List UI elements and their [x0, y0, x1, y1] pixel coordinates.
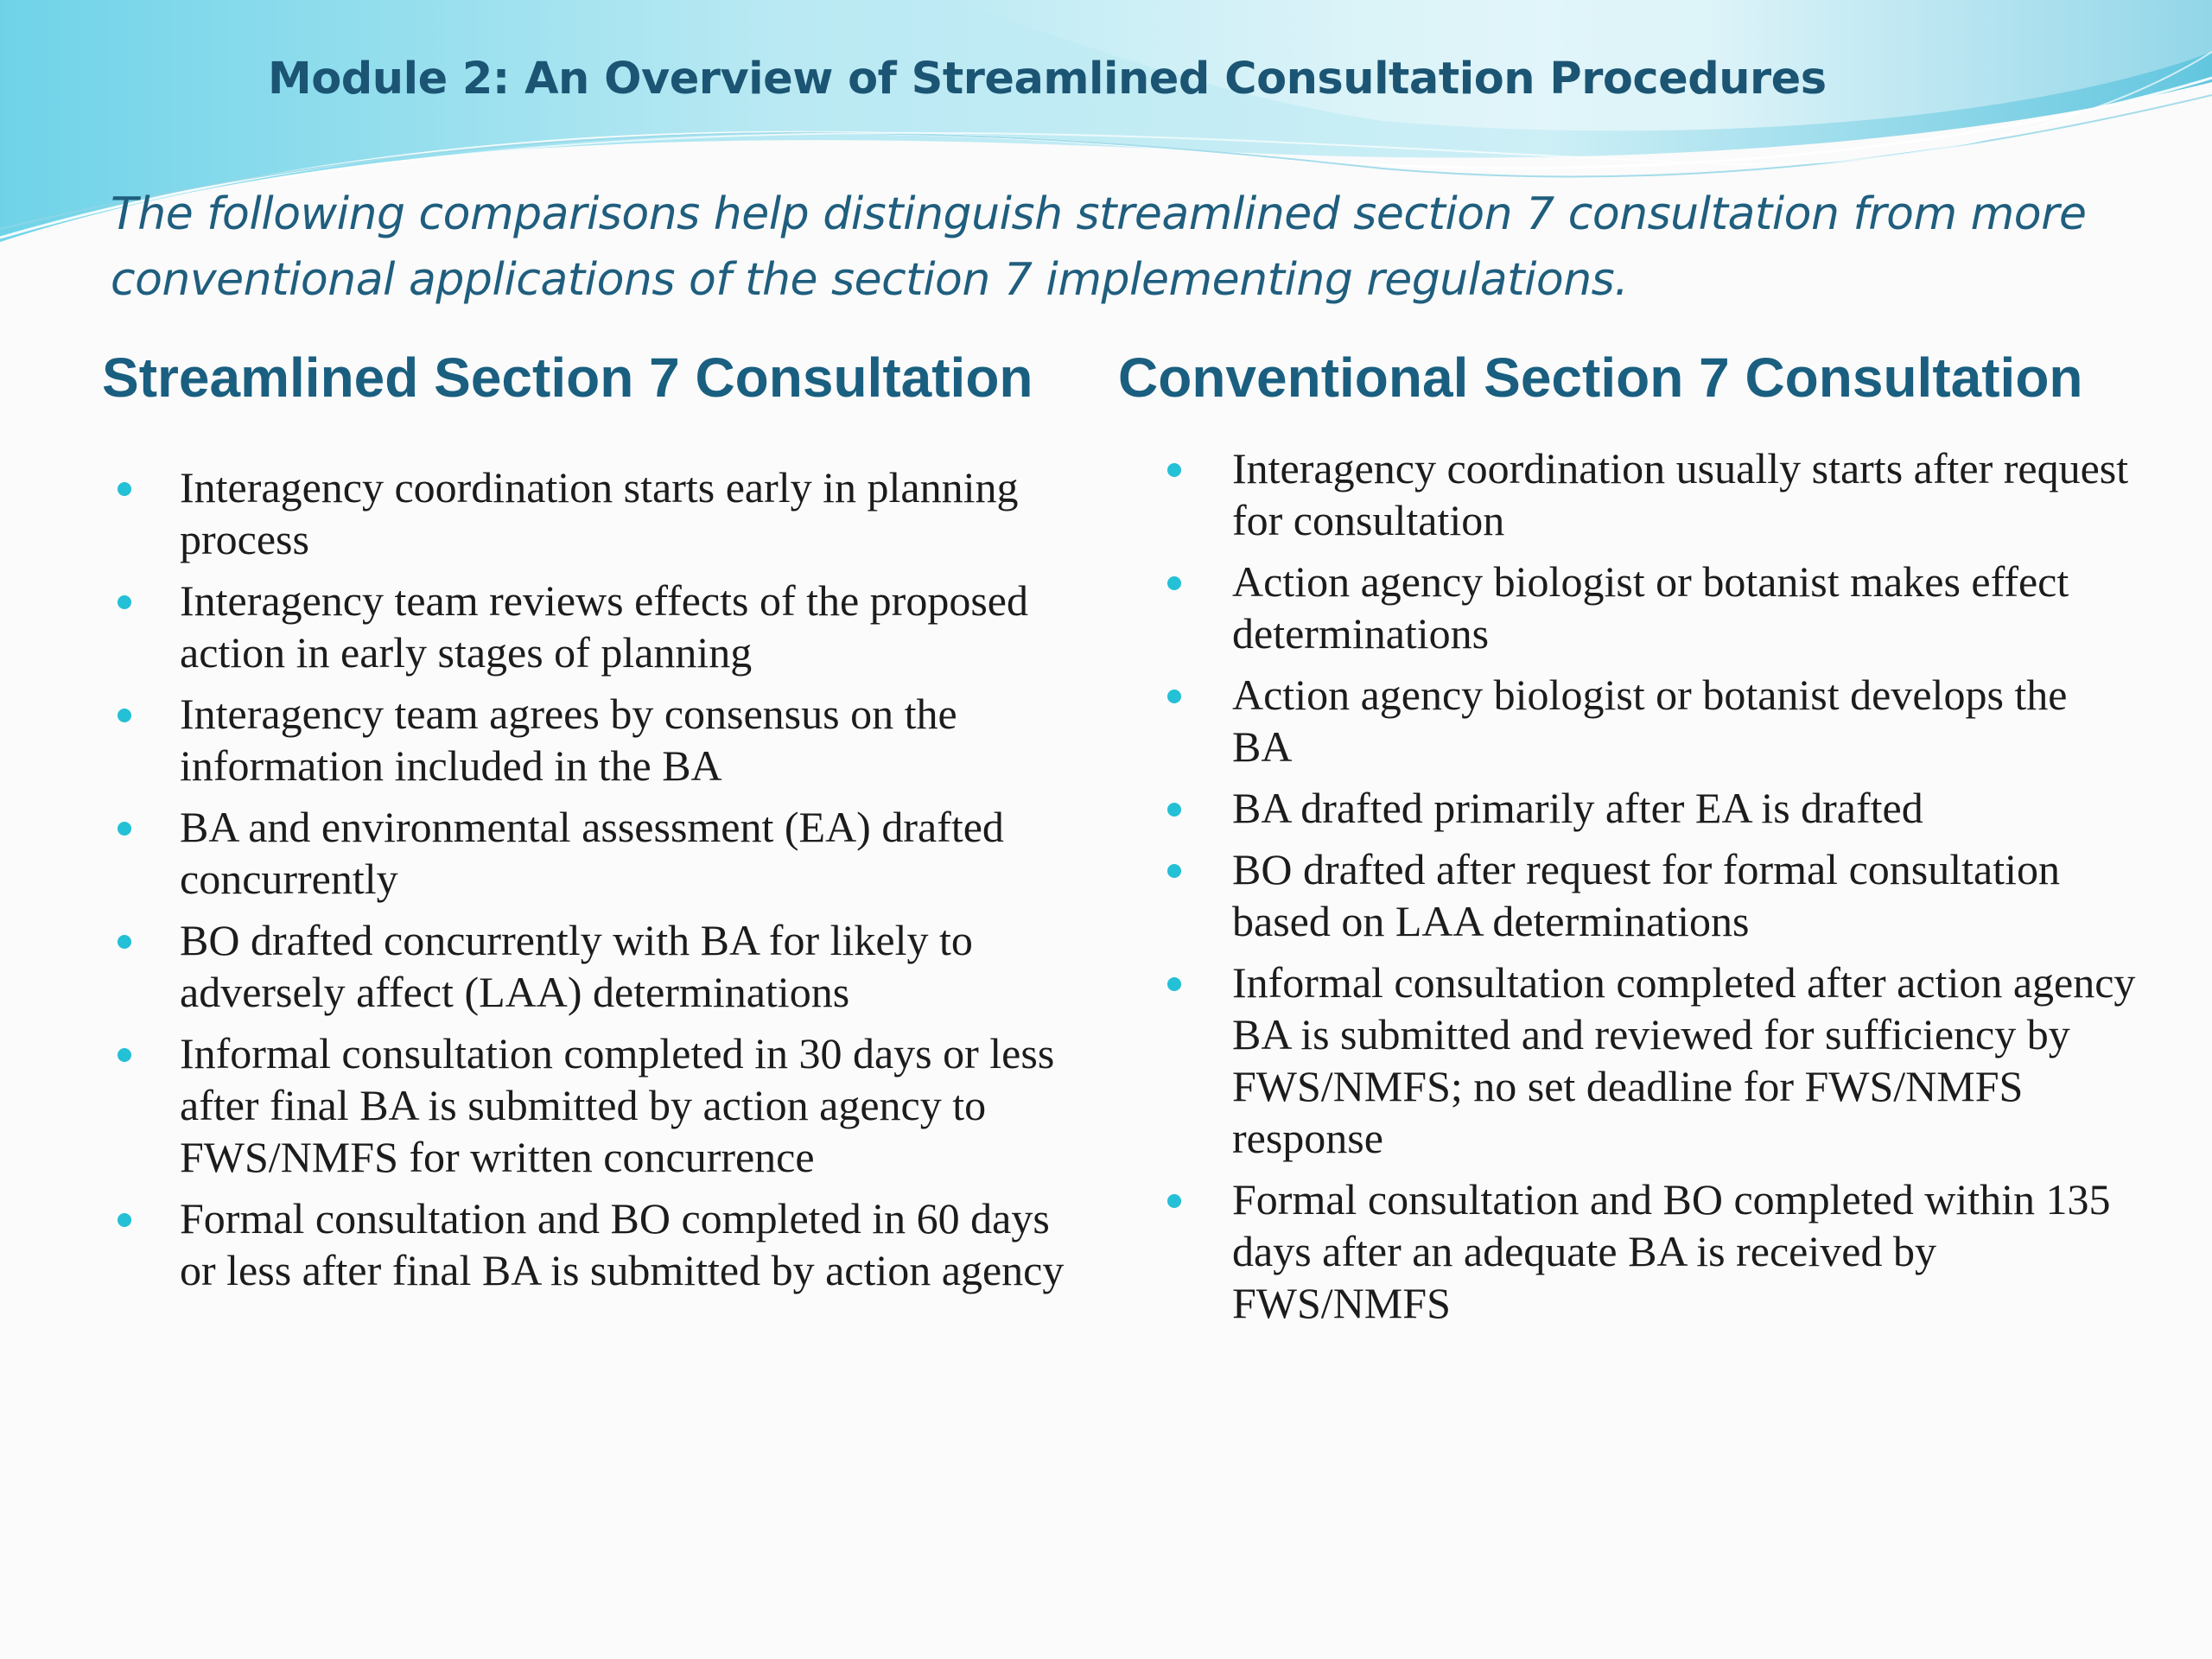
list-item-text: BA and environmental assessment (EA) drafted concurrently	[180, 803, 1004, 903]
list-item	[111, 688, 1070, 791]
list-item	[1160, 669, 2137, 772]
bullet-icon	[118, 935, 131, 949]
bullet-icon	[1167, 576, 1181, 590]
slide-title: Module 2: An Overview of Streamlined Consultation Procedures	[268, 54, 1827, 105]
bullet-icon	[118, 1213, 131, 1227]
conventional-heading: Conventional Section 7 Consultation	[1118, 346, 2083, 409]
bullet-icon	[1167, 864, 1181, 878]
list-item	[111, 914, 1070, 1018]
list-item-text: Interagency team reviews effects of the proposed action in early stages of planning	[180, 576, 1028, 677]
list-item	[1160, 556, 2137, 659]
list-item	[1160, 1173, 2137, 1329]
bullet-icon	[118, 595, 131, 609]
list-item-text: Informal consultation completed in 30 days or less after final BA is submitted by action agency to FWS/NMFS for written concurrence	[180, 1029, 1055, 1181]
bullet-icon	[118, 709, 131, 722]
list-item-text: BA drafted primarily after EA is drafted	[1232, 784, 1923, 832]
bullet-icon	[118, 822, 131, 836]
list-item	[1160, 957, 2137, 1164]
list-item-text: Interagency coordination starts early in planning process	[180, 463, 1019, 563]
list-item-text: Interagency coordination usually starts after request for consultation	[1232, 444, 2129, 544]
list-item	[111, 801, 1070, 905]
list-item-text: BO drafted after request for formal consultation based on LAA determinations	[1232, 845, 2060, 945]
list-item	[1160, 782, 2137, 834]
list-item	[111, 461, 1070, 565]
bullet-icon	[118, 482, 131, 496]
list-item	[1160, 843, 2137, 947]
streamlined-list	[111, 461, 1070, 1306]
list-item-text: Action agency biologist or botanist develops the BA	[1232, 671, 2068, 771]
list-item-text: Formal consultation and BO completed within 135 days after an adequate BA is received by FWS/NMFS	[1232, 1175, 2111, 1327]
bullet-icon	[1167, 1194, 1181, 1208]
list-item	[111, 575, 1070, 678]
intro-text: The following comparisons help distinguish streamlined section 7 consultation from more conventional applications of the section 7 implementing regulations.	[111, 188, 2087, 306]
conventional-list	[1160, 442, 2137, 1338]
streamlined-heading: Streamlined Section 7 Consultation	[102, 346, 1033, 409]
list-item-text: Action agency biologist or botanist makes effect determinations	[1232, 557, 2069, 658]
list-item-text: BO drafted concurrently with BA for likely to adversely affect (LAA) determinations	[180, 916, 973, 1016]
bullet-icon	[1167, 463, 1181, 477]
bullet-icon	[118, 1048, 131, 1062]
list-item-text: Formal consultation and BO completed in 60 days or less after final BA is submitted by action agency	[180, 1194, 1065, 1294]
list-item	[111, 1027, 1070, 1183]
list-item-text: Interagency team agrees by consensus on the information included in the BA	[180, 690, 957, 790]
bullet-icon	[1167, 690, 1181, 703]
list-item-text: Informal consultation completed after action agency BA is submitted and reviewed for sufficiency by FWS/NMFS; no set deadline for FWS/NMFS response	[1232, 958, 2136, 1162]
bullet-icon	[1167, 977, 1181, 991]
list-item	[1160, 442, 2137, 546]
list-item	[111, 1192, 1070, 1296]
bullet-icon	[1167, 803, 1181, 817]
